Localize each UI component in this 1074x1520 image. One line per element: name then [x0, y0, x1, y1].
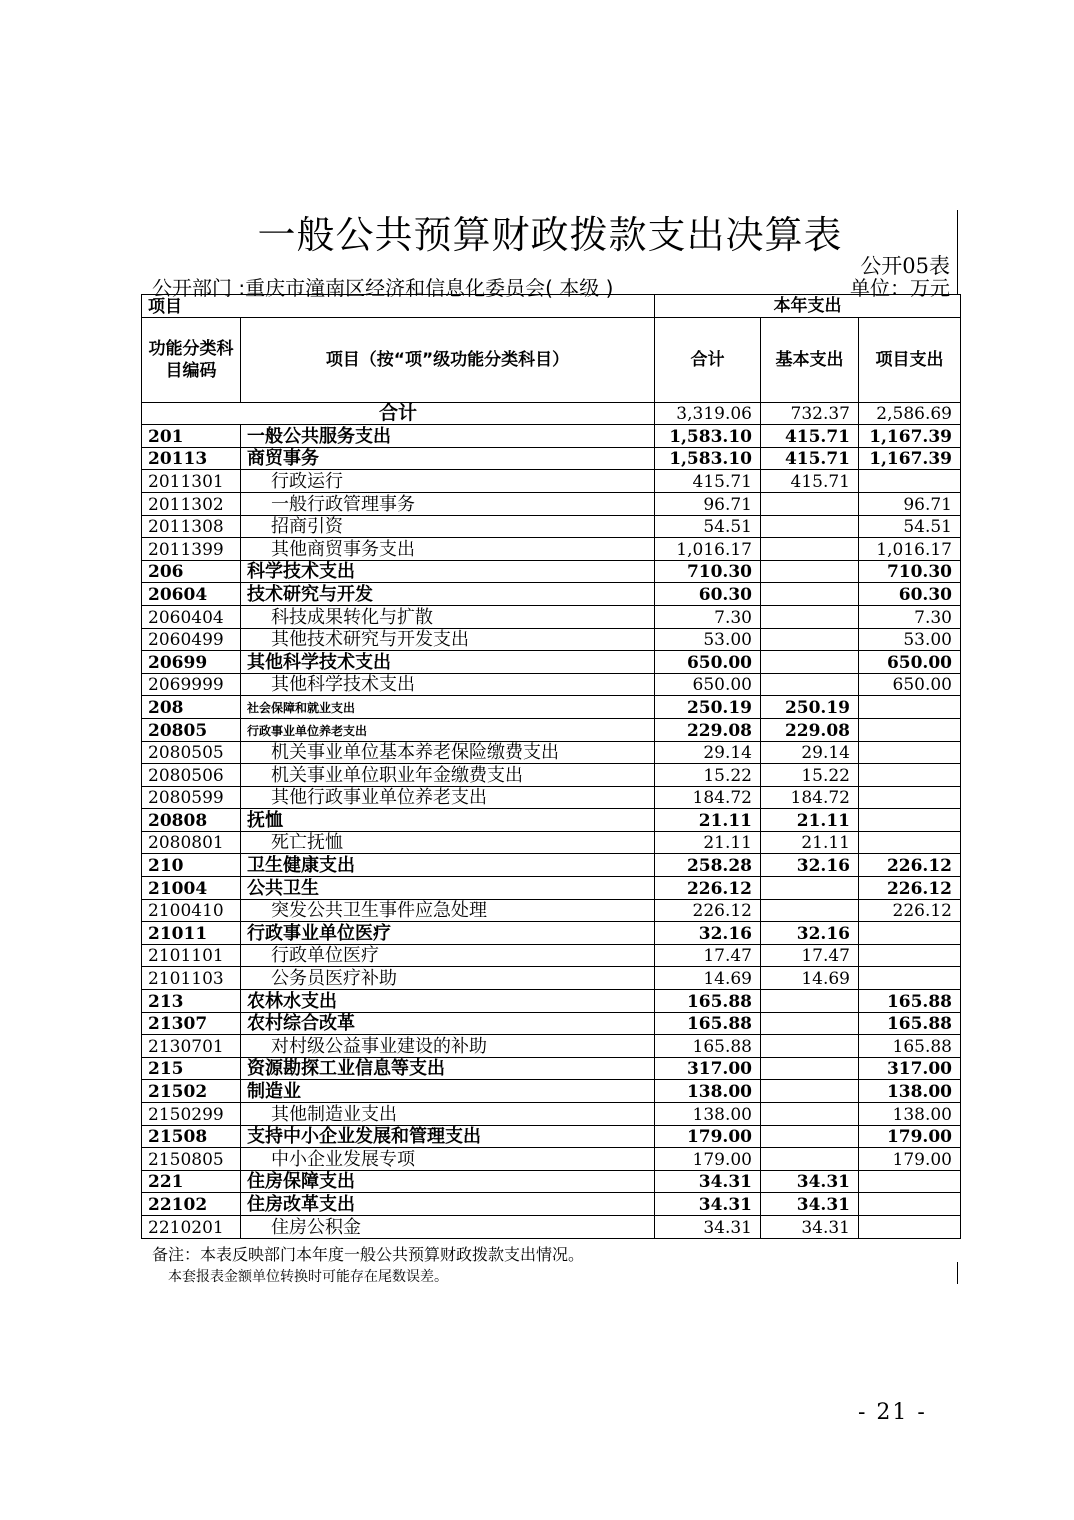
- row-code: 2130701: [142, 1035, 241, 1058]
- row-code: 20805: [142, 718, 241, 741]
- row-basic: [761, 1148, 859, 1171]
- row-code: 20113: [142, 447, 241, 470]
- row-total: 60.30: [655, 583, 761, 606]
- row-basic: [761, 1057, 859, 1080]
- row-basic: [761, 1012, 859, 1035]
- total-basic: 732.37: [761, 402, 859, 425]
- row-total: 710.30: [655, 560, 761, 583]
- row-name: 住房改革支出: [241, 1193, 655, 1216]
- table-row: [142, 944, 961, 967]
- table-row: [142, 447, 961, 470]
- table-row: [142, 922, 961, 945]
- row-code: 215: [142, 1057, 241, 1080]
- header-project: 项目支出: [859, 317, 961, 402]
- table-row: [142, 831, 961, 854]
- table-row: [142, 809, 961, 832]
- row-basic: [761, 1125, 859, 1148]
- table-row: [142, 764, 961, 787]
- row-code: 201: [142, 425, 241, 448]
- row-total: 53.00: [655, 628, 761, 651]
- table-row: [142, 470, 961, 493]
- table-row: [142, 628, 961, 651]
- header-total: 合计: [655, 317, 761, 402]
- row-name: 支持中小企业发展和管理支出: [241, 1125, 655, 1148]
- row-code: 2100410: [142, 899, 241, 922]
- row-basic: 17.47: [761, 944, 859, 967]
- table-row: [142, 1035, 961, 1058]
- row-total: 179.00: [655, 1148, 761, 1171]
- row-project: [859, 470, 961, 493]
- row-project: 1,167.39: [859, 447, 961, 470]
- row-basic: [761, 605, 859, 628]
- header-item: 项目: [142, 295, 655, 318]
- row-code: 2210201: [142, 1215, 241, 1238]
- row-basic: 34.31: [761, 1215, 859, 1238]
- row-basic: 34.31: [761, 1170, 859, 1193]
- row-name: 制造业: [241, 1080, 655, 1103]
- budget-table: [141, 294, 961, 1239]
- row-code: 2150805: [142, 1148, 241, 1171]
- row-project: 138.00: [859, 1103, 961, 1126]
- row-name: 机关事业单位职业年金缴费支出: [241, 764, 655, 787]
- form-number: 公开05表: [860, 254, 950, 278]
- row-total: 226.12: [655, 899, 761, 922]
- row-name: 卫生健康支出: [241, 854, 655, 877]
- row-total: 184.72: [655, 786, 761, 809]
- table-row: [142, 673, 961, 696]
- row-total: 138.00: [655, 1080, 761, 1103]
- row-project: 54.51: [859, 515, 961, 538]
- total-row: [142, 402, 961, 425]
- row-code: 2060404: [142, 605, 241, 628]
- row-code: 2011301: [142, 470, 241, 493]
- row-code: 206: [142, 560, 241, 583]
- row-name: 一般公共服务支出: [241, 425, 655, 448]
- row-code: 20808: [142, 809, 241, 832]
- row-name: 招商引资: [241, 515, 655, 538]
- row-project: [859, 1215, 961, 1238]
- row-total: 15.22: [655, 764, 761, 787]
- row-name: 突发公共卫生事件应急处理: [241, 899, 655, 922]
- row-code: 210: [142, 854, 241, 877]
- page-number: - 21 -: [858, 1400, 927, 1425]
- row-basic: [761, 515, 859, 538]
- row-basic: 21.11: [761, 831, 859, 854]
- row-total: 650.00: [655, 651, 761, 674]
- row-name: 资源勘探工业信息等支出: [241, 1057, 655, 1080]
- table-row: [142, 899, 961, 922]
- row-project: 1,167.39: [859, 425, 961, 448]
- row-total: 165.88: [655, 1035, 761, 1058]
- table-row: [142, 718, 961, 741]
- row-name: 公共卫生: [241, 877, 655, 900]
- row-total: 14.69: [655, 967, 761, 990]
- row-basic: [761, 899, 859, 922]
- row-name: 其他科学技术支出: [241, 651, 655, 674]
- table-row: [142, 560, 961, 583]
- row-basic: 21.11: [761, 809, 859, 832]
- row-name: 其他行政事业单位养老支出: [241, 786, 655, 809]
- row-basic: 32.16: [761, 854, 859, 877]
- row-name: 技术研究与开发: [241, 583, 655, 606]
- row-total: 138.00: [655, 1103, 761, 1126]
- row-name: 住房保障支出: [241, 1170, 655, 1193]
- row-total: 34.31: [655, 1193, 761, 1216]
- row-project: [859, 696, 961, 719]
- row-total: 21.11: [655, 831, 761, 854]
- row-name: 其他制造业支出: [241, 1103, 655, 1126]
- row-name: 对村级公益事业建设的补助: [241, 1035, 655, 1058]
- row-basic: [761, 560, 859, 583]
- table-row: [142, 967, 961, 990]
- row-basic: 229.08: [761, 718, 859, 741]
- row-project: 179.00: [859, 1125, 961, 1148]
- row-total: 258.28: [655, 854, 761, 877]
- row-project: [859, 741, 961, 764]
- table-row: [142, 1103, 961, 1126]
- row-project: [859, 786, 961, 809]
- row-name: 其他科学技术支出: [241, 673, 655, 696]
- note-line-2: 本套报表金额单位转换时可能存在尾数误差。: [168, 1269, 448, 1285]
- table-row: [142, 425, 961, 448]
- row-basic: [761, 651, 859, 674]
- row-code: 2060499: [142, 628, 241, 651]
- row-basic: [761, 877, 859, 900]
- row-code: 2101103: [142, 967, 241, 990]
- table-row: [142, 1148, 961, 1171]
- table-row: [142, 1215, 961, 1238]
- row-code: 22102: [142, 1193, 241, 1216]
- row-name: 商贸事务: [241, 447, 655, 470]
- table-row: [142, 1012, 961, 1035]
- table-row: [142, 1170, 961, 1193]
- row-code: 2011302: [142, 492, 241, 515]
- row-project: [859, 809, 961, 832]
- row-basic: [761, 538, 859, 561]
- row-basic: [761, 1103, 859, 1126]
- row-code: 213: [142, 990, 241, 1013]
- row-code: 2101101: [142, 944, 241, 967]
- row-basic: 250.19: [761, 696, 859, 719]
- row-name: 其他技术研究与开发支出: [241, 628, 655, 651]
- table-row: [142, 1193, 961, 1216]
- row-total: 34.31: [655, 1170, 761, 1193]
- table-row: [142, 1057, 961, 1080]
- row-total: 165.88: [655, 1012, 761, 1035]
- table-row: [142, 741, 961, 764]
- page-title: 一般公共预算财政拨款支出决算表: [257, 213, 843, 257]
- row-code: 2080599: [142, 786, 241, 809]
- row-project: [859, 1193, 961, 1216]
- row-project: [859, 944, 961, 967]
- row-basic: 415.71: [761, 425, 859, 448]
- header-current-year: 本年支出: [655, 295, 961, 318]
- row-project: 165.88: [859, 1012, 961, 1035]
- row-basic: 29.14: [761, 741, 859, 764]
- department-label: 公开部门 :重庆市潼南区经济和信息化委员会( 本级 ): [152, 276, 614, 300]
- row-project: [859, 831, 961, 854]
- row-name: 行政运行: [241, 470, 655, 493]
- row-project: [859, 922, 961, 945]
- row-project: 226.12: [859, 854, 961, 877]
- row-total: 29.14: [655, 741, 761, 764]
- row-total: 32.16: [655, 922, 761, 945]
- table-row: [142, 1080, 961, 1103]
- row-project: 53.00: [859, 628, 961, 651]
- note-line-1: 备注：本表反映部门本年度一般公共预算财政拨款支出情况。: [152, 1245, 585, 1264]
- row-name: 其他商贸事务支出: [241, 538, 655, 561]
- row-name: 社会保障和就业支出: [241, 696, 655, 719]
- row-code: 21307: [142, 1012, 241, 1035]
- row-basic: [761, 492, 859, 515]
- row-basic: [761, 628, 859, 651]
- row-total: 21.11: [655, 809, 761, 832]
- row-project: [859, 718, 961, 741]
- row-project: 226.12: [859, 899, 961, 922]
- row-total: 54.51: [655, 515, 761, 538]
- row-name: 中小企业发展专项: [241, 1148, 655, 1171]
- row-basic: 15.22: [761, 764, 859, 787]
- row-name: 科技成果转化与扩散: [241, 605, 655, 628]
- row-code: 2069999: [142, 673, 241, 696]
- row-project: 710.30: [859, 560, 961, 583]
- row-basic: [761, 583, 859, 606]
- row-project: 650.00: [859, 673, 961, 696]
- row-project: 60.30: [859, 583, 961, 606]
- row-name: 农林水支出: [241, 990, 655, 1013]
- row-code: 2080506: [142, 764, 241, 787]
- row-total: 250.19: [655, 696, 761, 719]
- row-total: 96.71: [655, 492, 761, 515]
- row-total: 1,583.10: [655, 447, 761, 470]
- row-project: 165.88: [859, 1035, 961, 1058]
- row-basic: 32.16: [761, 922, 859, 945]
- row-basic: 415.71: [761, 447, 859, 470]
- row-name: 行政事业单位医疗: [241, 922, 655, 945]
- table-row: [142, 651, 961, 674]
- row-total: 415.71: [655, 470, 761, 493]
- row-name: 行政事业单位养老支出: [241, 718, 655, 741]
- row-basic: 184.72: [761, 786, 859, 809]
- row-total: 17.47: [655, 944, 761, 967]
- row-project: [859, 764, 961, 787]
- row-total: 226.12: [655, 877, 761, 900]
- row-code: 208: [142, 696, 241, 719]
- row-project: 7.30: [859, 605, 961, 628]
- row-name: 农村综合改革: [241, 1012, 655, 1035]
- header-basic: 基本支出: [761, 317, 859, 402]
- row-total: 229.08: [655, 718, 761, 741]
- table-row: [142, 696, 961, 719]
- row-total: 317.00: [655, 1057, 761, 1080]
- row-code: 21011: [142, 922, 241, 945]
- table-row: [142, 877, 961, 900]
- row-basic: 415.71: [761, 470, 859, 493]
- row-code: 2080801: [142, 831, 241, 854]
- row-project: 138.00: [859, 1080, 961, 1103]
- row-code: 20699: [142, 651, 241, 674]
- row-name: 行政单位医疗: [241, 944, 655, 967]
- row-total: 650.00: [655, 673, 761, 696]
- row-code: 2011399: [142, 538, 241, 561]
- total-label: 合计: [142, 402, 655, 425]
- row-total: 7.30: [655, 605, 761, 628]
- row-basic: 14.69: [761, 967, 859, 990]
- row-basic: 34.31: [761, 1193, 859, 1216]
- table-row: [142, 515, 961, 538]
- row-project: 179.00: [859, 1148, 961, 1171]
- header-code: 功能分类科目编码: [142, 317, 241, 402]
- row-name: 科学技术支出: [241, 560, 655, 583]
- row-code: 2080505: [142, 741, 241, 764]
- table-row: [142, 583, 961, 606]
- header-name: 项目（按“项”级功能分类科目）: [241, 317, 655, 402]
- row-basic: [761, 1035, 859, 1058]
- row-project: 317.00: [859, 1057, 961, 1080]
- row-total: 1,583.10: [655, 425, 761, 448]
- total-project: 2,586.69: [859, 402, 961, 425]
- row-total: 165.88: [655, 990, 761, 1013]
- margin-line-bottom: [957, 1262, 958, 1284]
- table-row: [142, 538, 961, 561]
- row-basic: [761, 673, 859, 696]
- row-name: 死亡抚恤: [241, 831, 655, 854]
- row-basic: [761, 1080, 859, 1103]
- table-row: [142, 605, 961, 628]
- table-row: [142, 492, 961, 515]
- row-code: 2150299: [142, 1103, 241, 1126]
- table-row: [142, 990, 961, 1013]
- row-code: 20604: [142, 583, 241, 606]
- table-row: [142, 1125, 961, 1148]
- row-basic: [761, 990, 859, 1013]
- row-code: 221: [142, 1170, 241, 1193]
- row-project: 1,016.17: [859, 538, 961, 561]
- row-project: [859, 1170, 961, 1193]
- row-name: 住房公积金: [241, 1215, 655, 1238]
- row-name: 一般行政管理事务: [241, 492, 655, 515]
- row-project: 226.12: [859, 877, 961, 900]
- table-row: [142, 854, 961, 877]
- row-name: 抚恤: [241, 809, 655, 832]
- row-project: 96.71: [859, 492, 961, 515]
- total-amount: 3,319.06: [655, 402, 761, 425]
- row-name: 机关事业单位基本养老保险缴费支出: [241, 741, 655, 764]
- row-total: 179.00: [655, 1125, 761, 1148]
- row-code: 21004: [142, 877, 241, 900]
- row-code: 21508: [142, 1125, 241, 1148]
- unit-label: 单位：万元: [850, 276, 950, 300]
- row-code: 21502: [142, 1080, 241, 1103]
- row-name: 公务员医疗补助: [241, 967, 655, 990]
- table-row: [142, 786, 961, 809]
- row-project: 650.00: [859, 651, 961, 674]
- row-project: 165.88: [859, 990, 961, 1013]
- row-total: 1,016.17: [655, 538, 761, 561]
- row-total: 34.31: [655, 1215, 761, 1238]
- row-project: [859, 967, 961, 990]
- row-code: 2011308: [142, 515, 241, 538]
